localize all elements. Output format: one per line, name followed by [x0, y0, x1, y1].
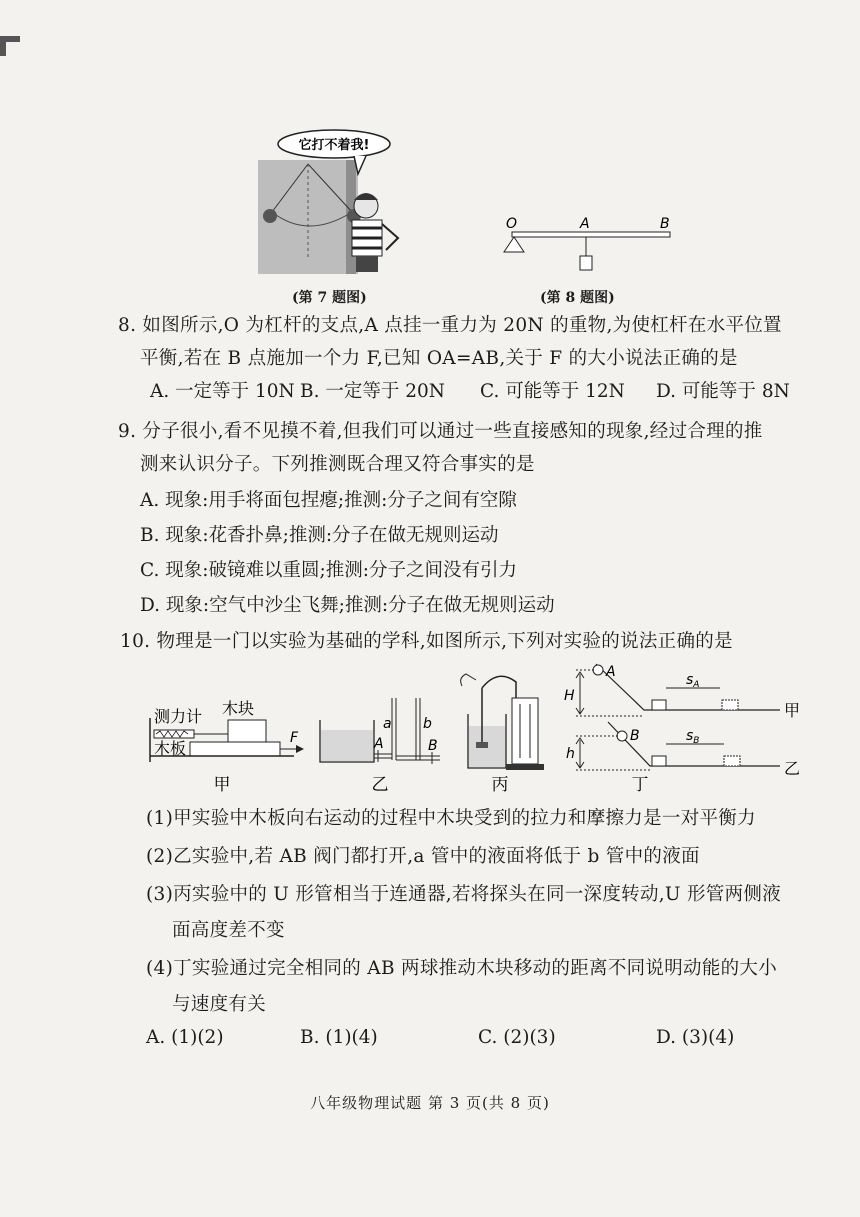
jia-block-label: 木块: [222, 699, 255, 718]
q10-stem: 10. 物理是一门以实验为基础的学科,如图所示,下列对实验的说法正确的是: [120, 631, 733, 652]
q8-stem-line-1: 8. 如图所示,O 为杠杆的支点,A 点挂一重力为 20N 的重物,为使杠杆在水平位置: [118, 315, 782, 336]
q9-option-b: B. 现象:花香扑鼻;推测:分子在做无规则运动: [140, 525, 499, 546]
ding-ball-b-label: B: [630, 728, 640, 744]
yi-tube-b-label: b: [423, 716, 432, 732]
q9-stem-line-1: 9. 分子很小,看不见摸不着,但我们可以通过一些直接感知的现象,经过合理的推: [118, 421, 763, 442]
q10-statement-4-line-1: (4)丁实验通过完全相同的 AB 两球推动木块移动的距离不同说明动能的大小: [146, 958, 778, 979]
q9-option-a: A. 现象:用手将面包捏瘪;推测:分子之间有空隙: [140, 490, 517, 511]
q10-option-b: B. (1)(4): [300, 1027, 378, 1048]
q10-statement-1: (1)甲实验中木板向右运动的过程中木块受到的拉力和摩擦力是一对平衡力: [146, 808, 756, 829]
jia-board-label: 木板: [154, 739, 187, 758]
figure-q7: [258, 128, 434, 278]
q8-option-d: D. 可能等于 8N: [656, 381, 790, 402]
yi-valve-a-label: A: [374, 736, 384, 752]
ding-row-1-label: 甲: [784, 701, 801, 720]
page-footer: 八年级物理试题 第 3 页(共 8 页): [310, 1094, 550, 1112]
q9-stem-line-2: 测来认识分子。下列推测既合理又符合事实的是: [140, 454, 535, 475]
experiment-bing: [461, 674, 544, 795]
ding-height-h2: h: [566, 746, 575, 762]
q9-option-c: C. 现象:破镜难以重圆;推测:分子之间没有引力: [140, 560, 517, 581]
ding-height-h1: H: [564, 688, 575, 704]
jia-caption: 甲: [213, 775, 231, 795]
ding-caption: 丁: [631, 775, 649, 795]
figure-q8-lever: [500, 212, 680, 278]
yi-tube-a-label: a: [383, 716, 392, 732]
jia-force-label: F: [290, 730, 299, 746]
q10-statement-3-line-2: 面高度差不变: [172, 920, 285, 941]
q10-option-c: C. (2)(3): [478, 1027, 556, 1048]
q7-speech-bubble: 它打不着我!: [298, 138, 370, 153]
q9-option-d: D. 现象:空气中沙尘飞舞;推测:分子在做无规则运动: [140, 595, 555, 616]
q8-label-b: B: [660, 216, 670, 232]
q7-caption: (第 7 题图): [292, 290, 367, 306]
yi-caption: 乙: [371, 775, 389, 795]
q10-option-d: D. (3)(4): [656, 1027, 735, 1048]
q8-option-b: B. 一定等于 20N: [300, 381, 445, 402]
q8-label-o: O: [506, 216, 518, 232]
ding-ball-a-label: A: [606, 664, 616, 680]
jia-meter-label: 测力计: [154, 707, 203, 726]
scan-corner-mark: [0, 36, 20, 56]
ding-dist-1: $s_A$: [686, 672, 700, 690]
ding-row-2-label: 乙: [784, 759, 801, 778]
q10-statement-2: (2)乙实验中,若 AB 阀门都打开,a 管中的液面将低于 b 管中的液面: [146, 846, 700, 867]
experiment-yi: [320, 698, 440, 795]
q8-label-a: A: [580, 216, 590, 232]
experiment-jia: [150, 699, 304, 795]
ding-dist-2: $s_B$: [686, 728, 700, 746]
experiment-ding: [564, 664, 800, 795]
q10-option-a: A. (1)(2): [146, 1027, 224, 1048]
bing-caption: 丙: [491, 775, 509, 795]
q8-option-a: A. 一定等于 10N: [150, 381, 295, 402]
q8-stem-line-2: 平衡,若在 B 点施加一个力 F,已知 OA=AB,关于 F 的大小说法正确的是: [140, 348, 738, 369]
q10-statement-4-line-2: 与速度有关: [172, 994, 267, 1015]
q8-option-c: C. 可能等于 12N: [480, 381, 625, 402]
q10-statement-3-line-1: (3)丙实验中的 U 形管相当于连通器,若将探头在同一深度转动,U 形管两侧液: [146, 884, 781, 905]
yi-valve-b-label: B: [428, 738, 438, 754]
q8-caption: (第 8 题图): [540, 290, 615, 306]
figure-q10-experiments: [140, 658, 810, 798]
